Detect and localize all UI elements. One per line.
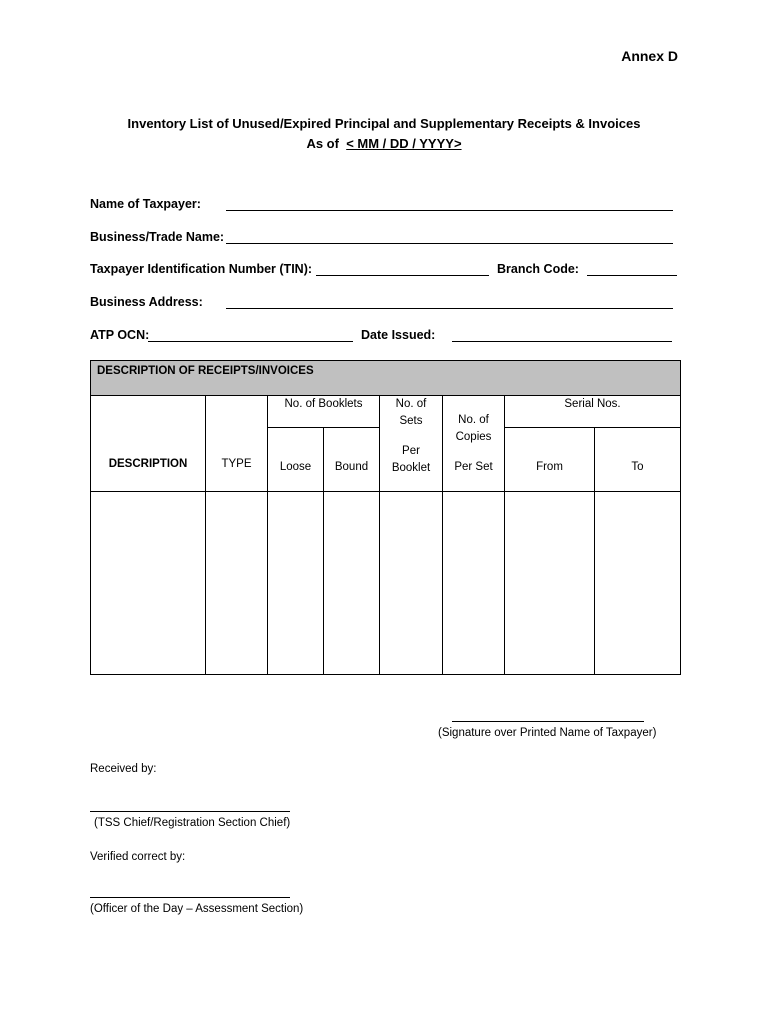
trade-name-label: Business/Trade Name: bbox=[90, 230, 225, 244]
branch-code-label: Branch Code: bbox=[497, 262, 579, 276]
taxpayer-name-field[interactable] bbox=[226, 210, 673, 211]
branch-code-field[interactable] bbox=[587, 275, 677, 276]
tss-chief-caption: (TSS Chief/Registration Section Chief) bbox=[94, 817, 291, 829]
trade-name-field[interactable] bbox=[226, 243, 673, 244]
cell-loose[interactable] bbox=[268, 492, 324, 675]
taxpayer-name-label: Name of Taxpayer: bbox=[90, 197, 201, 211]
date-issued-field[interactable] bbox=[452, 341, 672, 342]
address-label: Business Address: bbox=[90, 295, 203, 309]
col-loose-header: Loose bbox=[268, 428, 324, 492]
cell-description[interactable] bbox=[91, 492, 206, 675]
annex-label: Annex D bbox=[621, 48, 678, 64]
taxpayer-signature-line[interactable] bbox=[452, 721, 644, 722]
as-of-date[interactable]: < MM / DD / YYYY> bbox=[346, 136, 462, 151]
cell-from[interactable] bbox=[505, 492, 595, 675]
col-serial-header: Serial Nos. bbox=[505, 396, 681, 428]
atp-ocn-field[interactable] bbox=[148, 341, 353, 342]
cell-type[interactable] bbox=[206, 492, 268, 675]
sets-line-2: Sets bbox=[399, 415, 423, 427]
cell-copies[interactable] bbox=[443, 492, 505, 675]
receipts-table bbox=[90, 360, 681, 675]
cell-sets[interactable] bbox=[380, 492, 443, 675]
sets-line-3: Per bbox=[402, 445, 420, 457]
cell-to[interactable] bbox=[595, 492, 681, 675]
copies-line-2: Copies bbox=[455, 431, 492, 443]
section-header: DESCRIPTION OF RECEIPTS/INVOICES bbox=[91, 361, 681, 396]
verified-by-label: Verified correct by: bbox=[90, 851, 186, 863]
copies-line-3: Per Set bbox=[454, 461, 493, 473]
as-of-line bbox=[0, 136, 768, 151]
col-bound-header: Bound bbox=[324, 428, 380, 492]
sets-line-4: Booklet bbox=[391, 462, 431, 474]
received-by-label: Received by: bbox=[90, 763, 157, 775]
form-title: Inventory List of Unused/Expired Principal and Supplementary Receipts & Invoices bbox=[127, 116, 641, 131]
tin-field[interactable] bbox=[316, 275, 489, 276]
col-to-header: To bbox=[595, 428, 681, 492]
sets-line-1: No. of bbox=[395, 398, 427, 410]
cell-bound[interactable] bbox=[324, 492, 380, 675]
col-from-header: From bbox=[505, 428, 595, 492]
col-description-header: DESCRIPTION bbox=[91, 396, 206, 492]
officer-of-day-caption: (Officer of the Day – Assessment Section) bbox=[90, 903, 304, 915]
date-issued-label: Date Issued: bbox=[361, 328, 436, 342]
col-type-header: TYPE bbox=[206, 396, 268, 492]
table-row bbox=[91, 492, 681, 675]
tin-label: Taxpayer Identification Number (TIN): bbox=[90, 262, 313, 276]
atp-ocn-label: ATP OCN: bbox=[90, 328, 150, 342]
received-by-signature-line[interactable] bbox=[90, 811, 290, 812]
taxpayer-signature-caption: (Signature over Printed Name of Taxpayer) bbox=[438, 727, 657, 739]
copies-line-1: No. of bbox=[458, 414, 489, 426]
address-field[interactable] bbox=[226, 308, 673, 309]
col-booklets-header: No. of Booklets bbox=[268, 396, 380, 428]
as-of-label: As of bbox=[306, 136, 339, 151]
col-copies-header bbox=[443, 396, 505, 492]
col-sets-header bbox=[380, 396, 443, 492]
verified-by-signature-line[interactable] bbox=[90, 897, 290, 898]
